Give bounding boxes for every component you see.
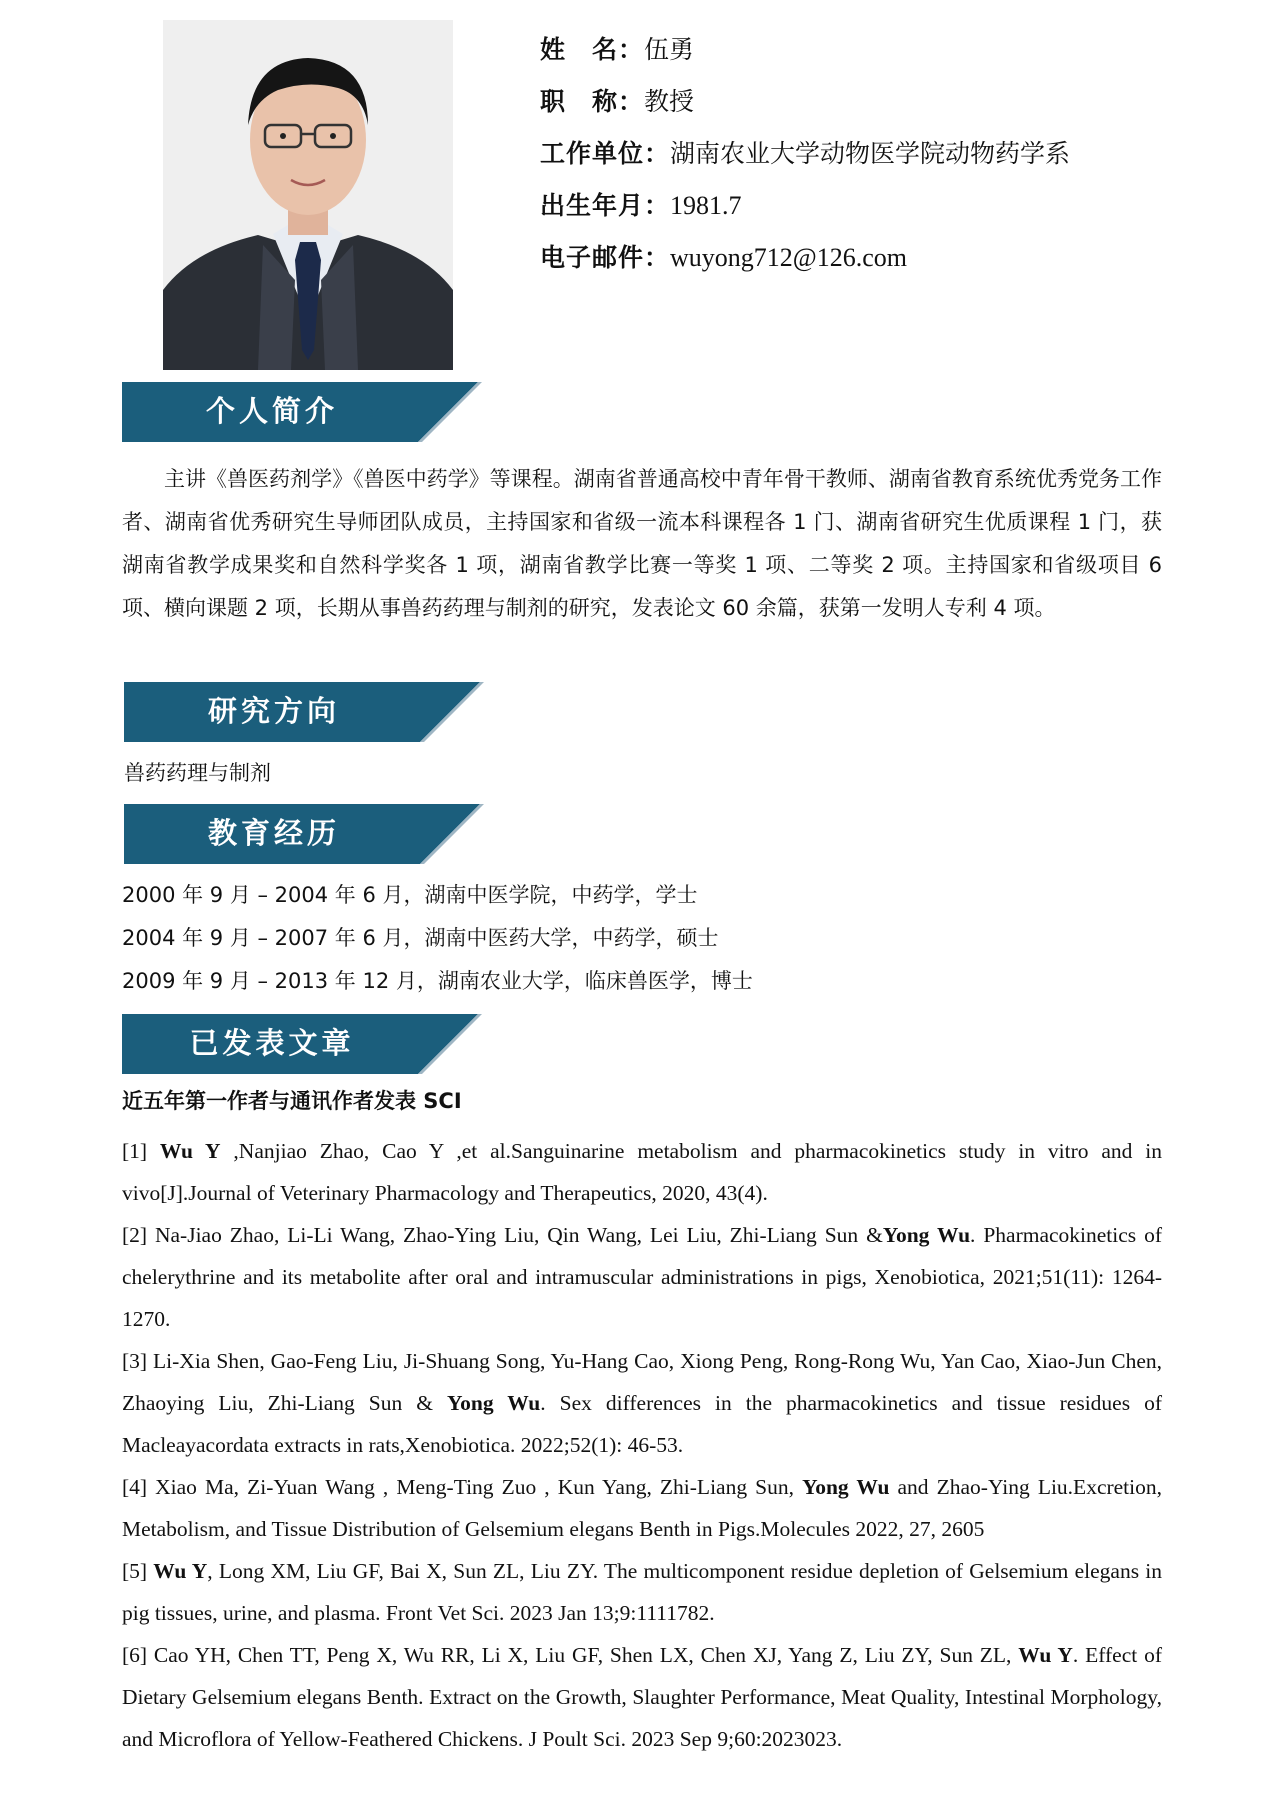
ref-text: [2] Na-Jiao Zhao, Li-Li Wang, Zhao-Ying Liu, Qin Wang, Lei Liu, Zhi-Liang Sun & xyxy=(122,1223,883,1247)
reference-list xyxy=(122,1130,1162,1760)
name-label: 姓 名： xyxy=(540,35,645,64)
ref-text: ,Nanjiao Zhao, Cao Y ,et al.Sanguinarine metabolism and pharmacokinetics study in vitro and in vivo[J].Journal of Veterinary Pharmacology and Therapeutics, 2020, 43(4). xyxy=(122,1139,1162,1205)
unit-value: 湖南农业大学动物医学院动物药学系 xyxy=(670,139,1071,168)
title-row xyxy=(540,82,694,122)
publications-title: 已发表文章 xyxy=(189,1026,355,1060)
ref-text: and Zhao-Ying Liu.Excretion, Metabolism, and Tissue Distribution of Gelsemium elegans Benth in Pigs.Molecules 2022, 27, 2605 xyxy=(122,1475,1163,1541)
ref-author-highlight: Wu Y xyxy=(1018,1643,1073,1667)
intro-text: 主讲《兽医药剂学》《兽医中药学》等课程。湖南省普通高校中青年骨干教师、湖南省教育系统优秀党务工作者、湖南省优秀研究生导师团队成员，主持国家和省级一流本科课程各 1 门、湖南省研究生优质课程 1 门，获湖南省教学成果奖和自然科学奖各 1 项，湖南省教学比赛一等奖 1 项、二等奖 2 项。主持国家和省级项目 6 项、横向课题 2 项，长期从事兽药药理与制剂的研究，发表论文 60 余篇，获第一发明人专利 4 项。 xyxy=(122,467,1162,620)
ref-text: [5] xyxy=(122,1559,154,1583)
ref-author-highlight: Wu Y xyxy=(153,1559,208,1583)
ref-author-highlight: Wu Y xyxy=(159,1139,221,1163)
reference-item xyxy=(122,1214,1162,1340)
ref-text: . Sex differences in the pharmacokinetics and tissue residues of Macleayacordata extracts in rats,Xenobiotica. 2022;52(1): 46-53. xyxy=(122,1391,1162,1457)
reference-item xyxy=(122,1466,1162,1550)
education-item: 2004 年 9 月 – 2007 年 6 月，湖南中医药大学，中药学，硕士 xyxy=(122,926,719,950)
ref-text: [6] Cao YH, Chen TT, Peng X, Wu RR, Li X, Liu GF, Shen LX, Chen XJ, Yang Z, Liu ZY, Sun ZL, xyxy=(122,1643,1019,1667)
ref-text: . Pharmacokinetics of chelerythrine and its metabolite after oral and intramuscular administrations in pigs, Xenobiotica, 2021;51(11): 1264-1270. xyxy=(122,1223,1162,1331)
title-label: 职 称： xyxy=(540,87,645,116)
education-banner xyxy=(124,804,484,864)
email-row xyxy=(540,238,907,278)
ref-author-highlight: Yong Wu xyxy=(802,1475,890,1499)
intro-title: 个人简介 xyxy=(205,394,338,428)
email-label: 电子邮件： xyxy=(540,243,671,272)
education-title: 教育经历 xyxy=(207,816,340,850)
reference-item xyxy=(122,1550,1162,1634)
unit-label: 工作单位： xyxy=(540,139,671,168)
intro-banner xyxy=(122,382,482,442)
portrait-photo xyxy=(163,20,453,370)
birth-row xyxy=(540,186,742,226)
ref-text: [1] xyxy=(122,1139,160,1163)
unit-row xyxy=(540,134,1070,174)
name-row xyxy=(540,30,694,70)
ref-text: [3] Li-Xia Shen, Gao-Feng Liu, Ji-Shuang Song, Yu-Hang Cao, Xiong Peng, Rong-Rong Wu, Yan Cao, Xiao-Jun Chen, Zhaoying Liu, Zhi-Liang Sun & xyxy=(122,1349,1162,1415)
reference-item xyxy=(122,1634,1162,1760)
education-item: 2009 年 9 月 – 2013 年 12 月，湖南农业大学，临床兽医学，博士 xyxy=(122,969,753,993)
reference-item xyxy=(122,1130,1162,1214)
ref-author-highlight: Yong Wu xyxy=(882,1223,971,1247)
research-title: 研究方向 xyxy=(207,694,340,728)
education-item: 2000 年 9 月 – 2004 年 6 月，湖南中医学院，中药学，学士 xyxy=(122,883,698,907)
ref-text: [4] Xiao Ma, Zi-Yuan Wang , Meng-Ting Zuo , Kun Yang, Zhi-Liang Sun, xyxy=(122,1475,803,1499)
ref-text: . Effect of Dietary Gelsemium elegans Benth. Extract on the Growth, Slaughter Performance, Meat Quality, Intestinal Morphology, and Microflora of Yellow-Feathered Chickens. J Poult Sci. 2023 Sep 9;60:2023023. xyxy=(122,1643,1162,1751)
birth-value: 1981.7 xyxy=(670,191,742,220)
title-value: 教授 xyxy=(644,87,695,116)
ref-author-highlight: Yong Wu xyxy=(446,1391,541,1415)
birth-label: 出生年月： xyxy=(540,191,671,220)
reference-item xyxy=(122,1340,1162,1466)
email-value: wuyong712@126.com xyxy=(670,243,907,272)
publications-subtitle: 近五年第一作者与通讯作者发表 SCI xyxy=(122,1089,462,1113)
research-banner xyxy=(124,682,484,742)
research-text: 兽药药理与制剂 xyxy=(124,761,271,785)
name-value: 伍勇 xyxy=(644,35,695,64)
ref-text: , Long XM, Liu GF, Bai X, Sun ZL, Liu ZY. The multicomponent residue depletion of Gelsemium elegans in pig tissues, urine, and plasma. Front Vet Sci. 2023 Jan 13;9:1111782. xyxy=(122,1559,1162,1625)
publications-banner xyxy=(122,1014,482,1074)
